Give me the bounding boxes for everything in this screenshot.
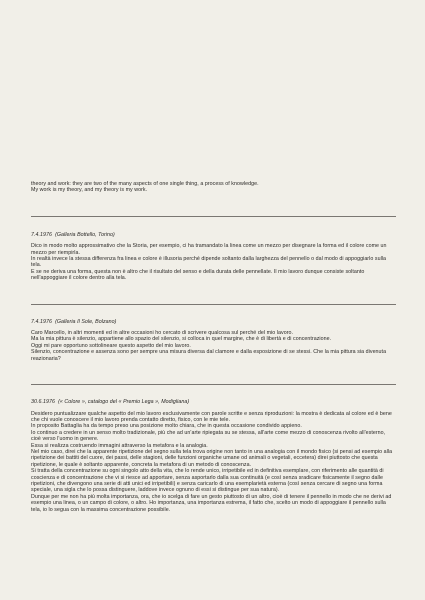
section-3-line: Desidero puntualizzare qualche aspetto del mio lavoro esclusivamente con parole scritte e senza riproduzioni: la mostra è dedicata al colore ed è bene che chi vuole conoscere il mio lavoro prenda contatto diretto, fisico, con le mie tele. [31, 410, 392, 423]
section-3-line: Nel mio caso, direi che la apparente ripetizione del segno sulla tela trova origine non tanto in una analogia con il mondo fisico (si pensi ad esempio alla ripetizione dei battiti del cuore, dei passi, delle stagioni, delle funzioni organiche umane od animali o vegetali, eccetera) direi piuttosto che questa ripetizione, le quale è soltanto apparente, concreta la metafora di un metodo di conoscenza. [31, 448, 393, 468]
section-1-line: E se ne deriva una forma, questa non è altro che il risultato del senso e della durata delle pennellate. Il mio lavoro dunque consiste soltanto nell'appoggiare il colore dentro alla tela. [31, 268, 365, 282]
section-2-line: Ma la mia pittura è silenzio, appartiene allo spazio del silenzio, si colloca in quel margine, che è di libertà e di concentrazione. [31, 336, 332, 343]
section-2-line: Oggi mi pare opportuno sottolineare questo aspetto del mio lavoro. [31, 342, 191, 349]
section-3-line: In proposito Battaglia ha da tempo preso una posizione molto chiara, che in questa occasione condivido appieno. [31, 423, 302, 430]
section-1-heading [31, 232, 396, 238]
section-3-venue: (« Colore », catalogo del « Premio Lega », Modigliana) [58, 399, 190, 406]
section-3 [31, 399, 396, 513]
section-2-line: Caro Marcello, in altri momenti ed in altre occasioni ho cercato di scrivere qualcosa sul perché del mio lavoro. [31, 330, 294, 337]
section-1-venue: (Galleria Bottello, Torino) [55, 231, 115, 238]
section-2-heading [31, 319, 396, 325]
section-1-line: Dico in modo molto approssimativo che la Storia, per esempio, ci ha tramandato la linea come un mezzo per disegnare la forma ed il colore come un mezzo per riempirla. [31, 243, 387, 256]
intro-line-2: My work is my theory, and my theory is my work. [31, 187, 148, 194]
section-3-line: Essa si realizza costruendo immagini attraverso la metafora e la analogia. [31, 442, 208, 449]
section-1-date: 7.4.1976 [31, 231, 53, 238]
intro-line-1: theory and work: they are two of the many aspects of one single thing, a process of knowledge. [31, 181, 259, 187]
section-1-line: In realtà invece la stessa differenza fra linea e colore è illusoria perché dipende soltanto dalla larghezza del pennello o dal modo di appoggiarlo sulla tela. [31, 256, 387, 269]
section-2 [31, 319, 396, 362]
section-3-date: 30.6.1976 [31, 399, 56, 406]
section-3-line: Si tratta della concentrazione su ogni singolo atto della vita, che lo rende unico, irripetibile ed in definitiva esemplare, con riferimento alle quantità di coscienza e di concentrazione che vi si riesce ad apportare, senza asportarlo dalla sua continuità (e così senza sradicare fisicamente il segno dalle ripetizioni, che divengono una serie di atti unici ed irripetibili) e senza caricarlo di una esemplarietà esterna (così senza cercare di segno una forma speciale, una sigla che lo possa distinguere, laddove invece ognuno di essi si distingue per sua natura). [31, 468, 384, 494]
section-3-line: Io continuo a credere in un senso molto tradizionale, più che ad un'arte ripiegata su se stessa, all'arte come mezzo di conoscenza rivolto all'esterno, cioè verso l'uomo in genere. [31, 429, 386, 443]
intro-paragraph [31, 181, 396, 194]
section-2-line: Silenzio, concentrazione e assenza sono per sempre una misura diversa dal clamore e dalla esposizione di se stessi. Che la mia pittura sia divenuta reazionaria? [31, 349, 387, 362]
section-2-venue: (Galleria Il Sole, Bolzano) [55, 318, 117, 325]
text-column [31, 181, 396, 513]
section-1 [31, 232, 396, 282]
section-3-heading [31, 399, 396, 405]
section-3-line: Dunque per me non ha più molta importanza, ora, che io scelga di fare un gesto piuttosto di un altro, cioè di tenere il pennello in modo che ne derivi ad esempio una linea, o un campo di colore, o altro. Ho importanza, una importanza estrema, il fatto che, scelto un modo di appoggiare il pennello sulla tela, io lo segua con la massima concentrazione possibile. [31, 493, 392, 513]
section-2-date: 7.4.1976 [31, 318, 53, 325]
